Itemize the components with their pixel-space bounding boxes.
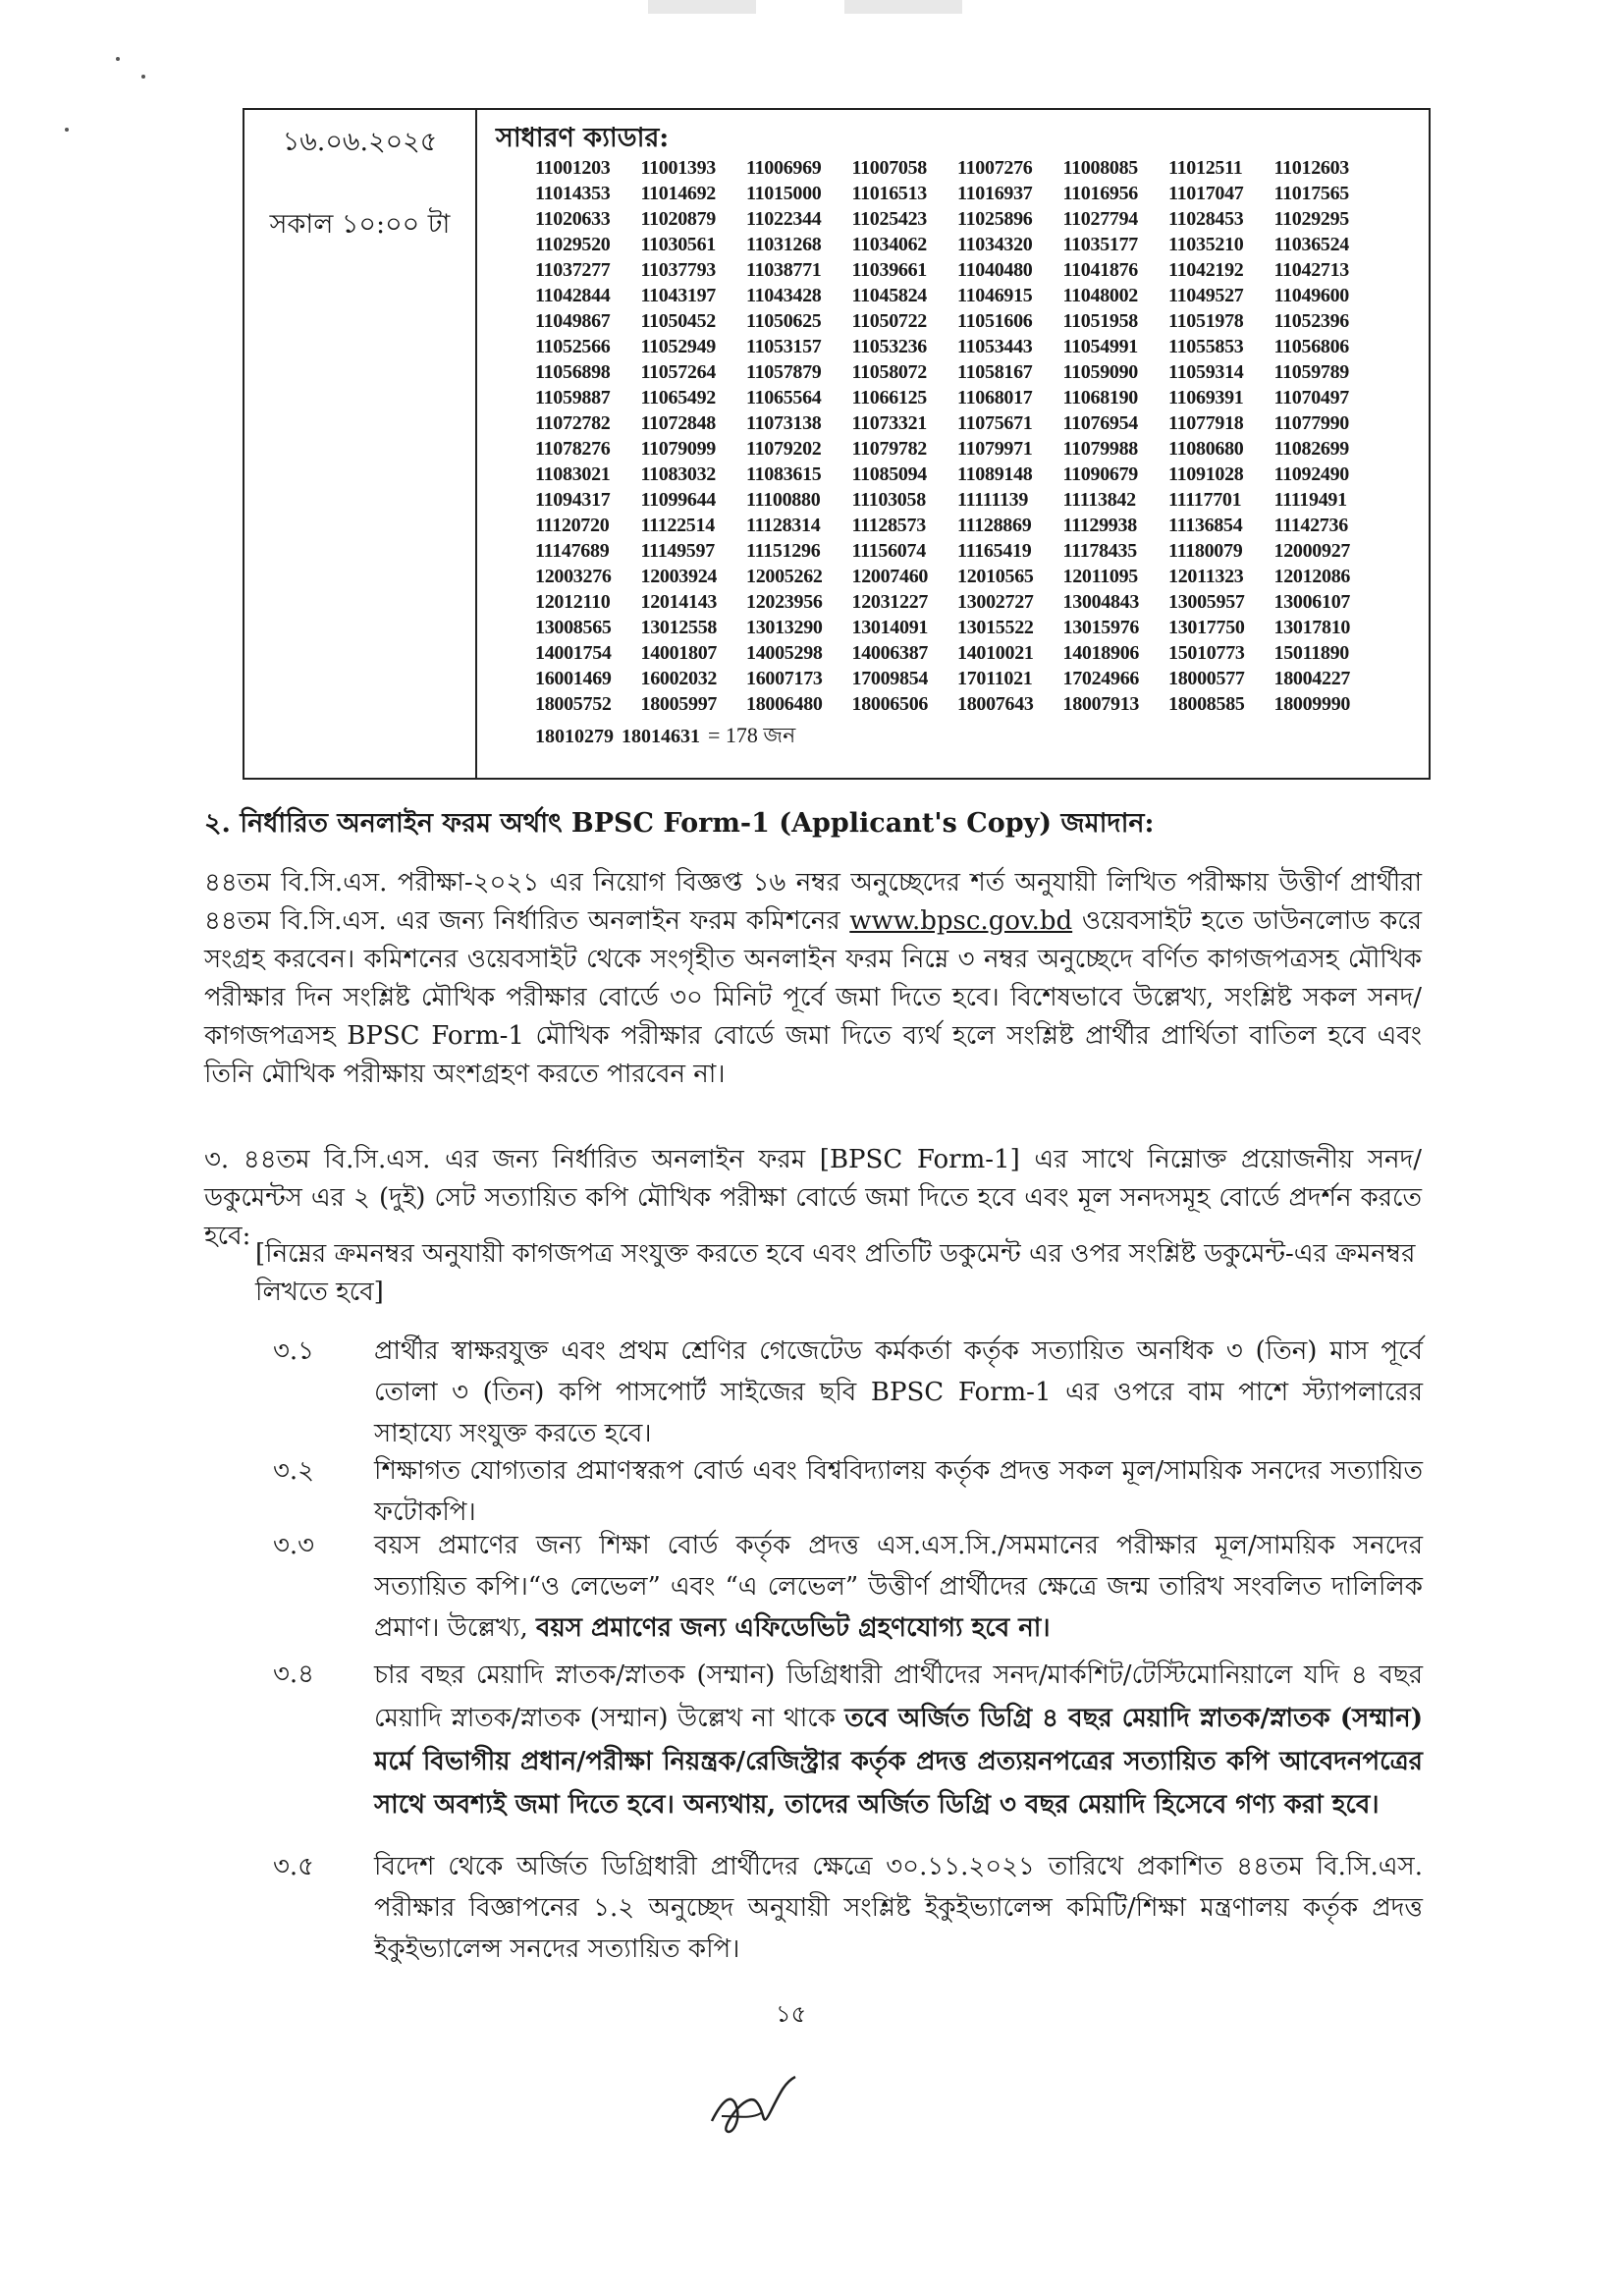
roll-number: 11040480 [957,259,1033,281]
roll-number: 11076954 [1062,412,1138,434]
roll-number: 11056806 [1273,336,1349,357]
roll-number: 13012558 [640,617,718,638]
roll-number: 11180079 [1168,540,1243,562]
roll-number: 12023956 [746,591,823,613]
scan-speck [116,57,120,61]
roll-number: 11014353 [535,183,611,204]
roll-number: 16007173 [746,668,823,689]
roll-number: 11069391 [1168,387,1244,408]
roll-number: 11041876 [1062,259,1138,281]
roll-number: 11119491 [1273,489,1347,511]
roll-number: 11059090 [1062,361,1138,383]
roll-number: 11056898 [535,361,611,383]
roll-number: 13002727 [957,591,1034,613]
roll-number: 11065564 [746,387,822,408]
roll-number: 15011890 [1273,642,1349,664]
roll-number: 14006387 [851,642,929,664]
roll-number: 18004227 [1273,668,1351,689]
section-2-heading: ২. নির্ধারিত অনলাইন ফরম অর্থাৎ BPSC Form-1 (Applicant's Copy) জমাদান: [204,808,1155,839]
scan-artifact [648,0,756,14]
roll-number: 12011323 [1168,566,1244,587]
roll-row [535,436,1419,462]
roll-number: 11073321 [851,412,927,434]
roll-number: 11015000 [746,183,822,204]
roll-number: 11043428 [746,285,822,306]
roll-number: 11075671 [957,412,1033,434]
roll-total-row [535,719,1419,752]
roll-number: 11050625 [746,310,822,332]
item-number: ৩.২ [273,1456,315,1486]
roll-number: 11020879 [640,208,716,230]
roll-row [535,487,1419,513]
item-text-bold: বয়স প্রমাণের জন্য এফিডেভিট গ্রহণযোগ্য হবে না। [536,1613,1051,1643]
roll-number: 11089148 [957,463,1033,485]
roll-number: 11079971 [957,438,1033,460]
roll-number: 18014631 [622,726,700,747]
roll-number: 11090679 [1062,463,1138,485]
roll-number: 11038771 [746,259,822,281]
roll-number: 11079988 [1062,438,1138,460]
roll-number: 11017047 [1168,183,1244,204]
roll-number: 16001469 [535,668,612,689]
roll-row [535,462,1419,487]
roll-number: 11149597 [640,540,715,562]
roll-row [535,589,1419,615]
roll-number: 17011021 [957,668,1033,689]
roll-number: 11053443 [957,336,1033,357]
roll-number: 12003924 [640,566,718,587]
roll-number: 14001807 [640,642,718,664]
roll-row [535,257,1419,283]
roll-number: 18007913 [1062,693,1140,715]
roll-number: 11066125 [851,387,927,408]
roll-number: 13008565 [535,617,612,638]
roll-number: 11058167 [957,361,1033,383]
roll-number: 11016956 [1062,183,1138,204]
roll-number: 11049600 [1273,285,1349,306]
table-divider [475,110,477,778]
roll-number: 18010279 [535,726,614,747]
roll-number: 11035210 [1168,234,1244,255]
roll-number: 14018906 [1062,642,1140,664]
roll-number: 11012603 [1273,157,1349,179]
roll-number: 11178435 [1062,540,1137,562]
section-2-text-cont: ওয়েবসাইট হতে ডাউনলোড করে সংগ্রহ করবেন। কমিশনের ওয়েবসাইট থেকে সংগৃহীত অনলাইন ফরম নিম্নে ৩ নম্বর অনুচ্ছেদে বর্ণিত কাগজপত্রসহ মৌখিক পরীক্ষার দিন সংশ্লিষ্ট মৌখিক পরীক্ষার বোর্ডে ৩০ মিনিট পূর্বে জমা দিতে হবে। বিশেষভাবে উল্লেখ্য, সংশ্লিষ্ট সকল সনদ/কাগজপত্রসহ BPSC Form-1 মৌখিক পরীক্ষার বোর্ডে জমা দিতে ব্যর্থ হলে সংশ্লিষ্ট প্রার্থীর প্রার্থিতা বাতিল হবে এবং তিনি মৌখিক পরীক্ষায় অংশগ্রহণ করতে পারবেন না। [204,906,1423,1089]
roll-number: 11147689 [535,540,610,562]
item-text: শিক্ষাগত যোগ্যতার প্রমাণস্বরূপ বোর্ড এবং বিশ্ববিদ্যালয় কর্তৃক প্রদত্ত সকল মূল/সাময়িক সনদের সত্যায়িত ফটোকপি। [374,1456,1423,1527]
roll-number: 11028453 [1168,208,1244,230]
roll-number: 12003276 [535,566,612,587]
roll-number: 11049867 [535,310,611,332]
roll-number: 11042192 [1168,259,1244,281]
roll-row [535,513,1419,538]
roll-number: 13005957 [1168,591,1245,613]
roll-number: 11083615 [746,463,822,485]
roll-number: 18007643 [957,693,1034,715]
roll-row [535,283,1419,308]
roll-number: 11111139 [957,489,1029,511]
roll-number: 18006506 [851,693,929,715]
roll-row [535,691,1419,717]
roll-number: 11080680 [1168,438,1244,460]
roll-number: 11043197 [640,285,716,306]
scan-speck [141,75,145,79]
roll-number: 11059314 [1168,361,1244,383]
roll-number: 11128314 [746,515,821,536]
roll-number: 11036524 [1273,234,1349,255]
item-text-regular: চার বছর মেয়াদি স্নাতক/স্নাতক (সম্মান) ডিগ্রিধারী প্রার্থীদের সনদ/মার্কশিট/টেস্টিমোনিয়ালে যদি ৪ বছর মেয়াদি স্নাতক/স্নাতক (সম্মান) উল্লেখ না থাকে [374,1660,1423,1733]
roll-number: 11049527 [1168,285,1244,306]
roll-number: 11042844 [535,285,611,306]
roll-number: 11008085 [1062,157,1138,179]
roll-number: 11059789 [1273,361,1349,383]
roll-row [535,232,1419,257]
item-text: বিদেশ থেকে অর্জিত ডিগ্রিধারী প্রার্থীদের ক্ষেত্রে ৩০.১১.২০২১ তারিখে প্রকাশিত ৪৪তম বি.সি.এস. পরীক্ষার বিজ্ঞাপনের ১.২ অনুচ্ছেদ অনুযায়ী সংশ্লিষ্ট ইকুইভ্যালেন্স কমিটি/শিক্ষা মন্ত্রণালয় কর্তৃক প্রদত্ত ইকুইভ্যালেন্স সনদের সত্যায়িত কপি। [374,1852,1423,1964]
roll-number: 11001203 [535,157,611,179]
roll-number: 11025896 [957,208,1033,230]
roll-number: 11057264 [640,361,716,383]
roll-number: 11082699 [1273,438,1349,460]
roll-number: 11055853 [1168,336,1244,357]
roll-number: 11050452 [640,310,716,332]
item-number: ৩.৩ [273,1531,315,1560]
roll-row [535,385,1419,410]
roll-number: 11037277 [535,259,611,281]
roll-number: 13014091 [851,617,929,638]
roll-number: 11053236 [851,336,927,357]
roll-number: 11052396 [1273,310,1349,332]
roll-number: 11070497 [1273,387,1349,408]
roll-number: 11128573 [851,515,926,536]
roll-number: 12011095 [1062,566,1138,587]
roll-number: 11007276 [957,157,1033,179]
schedule-table [243,108,1431,780]
roll-row [535,334,1419,359]
roll-number: 11030561 [640,234,716,255]
roll-number: 14010021 [957,642,1034,664]
roll-number: 11029520 [535,234,611,255]
roll-number: 11027794 [1062,208,1138,230]
roll-number: 12014143 [640,591,718,613]
roll-number: 11022344 [746,208,822,230]
item-number: ৩.১ [273,1336,315,1366]
roll-number-grid [535,155,1419,752]
roll-row [535,666,1419,691]
item-text: প্রার্থীর স্বাক্ষরযুক্ত এবং প্রথম শ্রেণির গেজেটেড কর্মকর্তা কর্তৃক সত্যায়িত অনধিক ৩ (তিন) মাস পূর্বে তোলা ৩ (তিন) কপি পাসপোর্ট সাইজের ছবি BPSC Form-1 এর ওপরে বাম পাশে স্ট্যাপলারের সাহায্যে সংযুক্ত করতে হবে। [374,1336,1423,1448]
roll-number: 11057879 [746,361,822,383]
roll-number: 18000577 [1168,668,1245,689]
section-2-text: ৪৪তম বি.সি.এস. পরীক্ষা-২০২১ এর নিয়োগ বিজ্ঞপ্ত ১৬ নম্বর অনুচ্ছেদের শর্ত অনুযায়ী লিখিত পরীক্ষায় উত্তীর্ণ প্রার্থীরা ৪৪তম বি.সি.এস. এর জন্য নির্ধারিত অনলাইন ফরম কমিশনের [204,868,1422,936]
roll-number: 13015522 [957,617,1034,638]
roll-number: 14001754 [535,642,612,664]
roll-number: 11091028 [1168,463,1244,485]
roll-number: 11050722 [851,310,927,332]
roll-number: 11128869 [957,515,1032,536]
roll-number: 11072848 [640,412,716,434]
signature-icon [702,2062,800,2150]
roll-number: 11079099 [640,438,716,460]
roll-number: 13017810 [1273,617,1351,638]
roll-number: 18008585 [1168,693,1245,715]
roll-number: 11017565 [1273,183,1349,204]
roll-number: 11156074 [851,540,926,562]
roll-number: 11051606 [957,310,1033,332]
roll-number: 11006969 [746,157,822,179]
roll-number: 11083021 [535,463,611,485]
item-text [374,1654,1423,1826]
roll-number: 11037793 [640,259,716,281]
roll-row [535,564,1419,589]
roll-number: 11046915 [957,285,1033,306]
roll-number: 11092490 [1273,463,1349,485]
roll-number: 11068017 [957,387,1033,408]
roll-number: 12012110 [535,591,611,613]
roll-number: 11079202 [746,438,822,460]
roll-number: 11100880 [746,489,821,511]
roll-number: 16002032 [640,668,718,689]
roll-number: 11117701 [1168,489,1242,511]
roll-number: 12012086 [1273,566,1351,587]
roll-number: 11035177 [1062,234,1138,255]
roll-number: 11052566 [535,336,611,357]
roll-number: 11094317 [535,489,611,511]
section-3-note: [নিম্নের ক্রমনম্বর অনুযায়ী কাগজপত্র সংযুক্ত করতে হবে এবং প্রতিটি ডকুমেন্ট এর ওপর সংশ্লিষ্ট ডকুমেন্ট-এর ক্রমনম্বর লিখতে হবে] [255,1239,1416,1307]
roll-number: 11083032 [640,463,716,485]
roll-number: 11020633 [535,208,611,230]
roll-number: 13015976 [1062,617,1140,638]
roll-number: 11014692 [640,183,716,204]
roll-number: 11053157 [746,336,822,357]
scan-speck [65,128,69,132]
roll-number: 18009990 [1273,693,1351,715]
roll-number: 13017750 [1168,617,1245,638]
roll-number: 11068190 [1062,387,1138,408]
roll-number: 18005997 [640,693,718,715]
roll-number: 12005262 [746,566,823,587]
roll-number: 11085094 [851,463,927,485]
roll-number: 11065492 [640,387,716,408]
total-count: = 178 জন [708,723,796,747]
item-text-bold: তবে অর্জিত ডিগ্রি ৪ বছর মেয়াদি স্নাতক/স্নাতক (সম্মান) মর্মে বিভাগীয় প্রধান/পরীক্ষা নিয়ন্ত্রক/রেজিস্ট্রার কর্তৃক প্রদত্ত প্রত্যয়নপত্রের সত্যায়িত কপি আবেদনপত্রের সাথে অবশ্যই জমা দিতে হবে। অন্যথায়, তাদের অর্জিত ডিগ্রি ৩ বছর মেয়াদি হিসেবে গণ্য করা হবে। [374,1704,1424,1820]
roll-number: 11039661 [851,259,927,281]
item-text-regular: বয়স প্রমাণের জন্য শিক্ষা বোর্ড কর্তৃক প্রদত্ত এস.এস.সি./সমমানের পরীক্ষার মূল/সাময়িক সনদের সত্যায়িত কপি।“ও লেভেল” এবং “এ লেভেল” উত্তীর্ণ প্রার্থীদের ক্ষেত্রে জন্ম তারিখ সংবলিত দালিলিক প্রমাণ। উল্লেখ্য, [374,1531,1423,1643]
roll-number: 11077918 [1168,412,1244,434]
roll-row [535,308,1419,334]
roll-number: 11151296 [746,540,821,562]
roll-row [535,615,1419,640]
roll-number: 13013290 [746,617,823,638]
page-number: ১৫ [776,2000,807,2028]
roll-number: 11025423 [851,208,927,230]
roll-number: 11016937 [957,183,1033,204]
section-3-intro: ৩. ৪৪তম বি.সি.এস. এর জন্য নির্ধারিত অনলাইন ফরম [BPSC Form-1] এর সাথে নিম্নোক্ত প্রয়োজনীয় সনদ/ডকুমেন্টস এর ২ (দুই) সেট সত্যায়িত কপি মৌখিক পরীক্ষা বোর্ডে জমা দিতে হবে এবং মূল সনদসমূহ বোর্ডে প্রদর্শন করতে হবে: [204,1145,1422,1251]
roll-number: 11136854 [1168,515,1243,536]
roll-number: 11051978 [1168,310,1244,332]
roll-number: 15010773 [1168,642,1245,664]
roll-number: 12000927 [1273,540,1351,562]
roll-number: 11007058 [851,157,927,179]
roll-number: 18006480 [746,693,823,715]
item-number: ৩.৪ [273,1660,315,1689]
roll-number: 12010565 [957,566,1034,587]
roll-number: 11048002 [1062,285,1138,306]
roll-number: 11165419 [957,540,1032,562]
roll-number: 11113842 [1062,489,1136,511]
roll-number: 11016513 [851,183,927,204]
roll-number: 11045824 [851,285,927,306]
roll-number: 11103058 [851,489,926,511]
roll-number: 17024966 [1062,668,1140,689]
roll-number: 18005752 [535,693,612,715]
roll-row [535,359,1419,385]
roll-number: 11078276 [535,438,611,460]
item-text [374,1525,1423,1649]
roll-number: 12031227 [851,591,929,613]
roll-number: 11012511 [1168,157,1243,179]
exam-date: ১৬.০৬.২০২৫ [282,127,438,157]
roll-number: 11054991 [1062,336,1138,357]
roll-number: 11120720 [535,515,610,536]
roll-number: 11052949 [640,336,716,357]
item-number: ৩.৫ [273,1852,315,1881]
roll-number: 14005298 [746,642,823,664]
exam-time: সকাল ১০:০০ টা [269,209,451,240]
roll-row [535,538,1419,564]
roll-number: 11058072 [851,361,927,383]
roll-number: 11051958 [1062,310,1138,332]
roll-number: 11073138 [746,412,822,434]
roll-number: 11034062 [851,234,927,255]
roll-number: 11077990 [1273,412,1349,434]
roll-number: 11001393 [640,157,716,179]
roll-row [535,640,1419,666]
roll-number: 11129938 [1062,515,1137,536]
roll-number: 11099644 [640,489,716,511]
roll-row [535,155,1419,181]
roll-number: 13004843 [1062,591,1140,613]
roll-row [535,206,1419,232]
scan-artifact [844,0,962,14]
roll-number: 11029295 [1273,208,1349,230]
roll-number: 11142736 [1273,515,1348,536]
roll-number: 11122514 [640,515,715,536]
roll-number: 11072782 [535,412,611,434]
roll-number: 11079782 [851,438,927,460]
roll-number: 17009854 [851,668,929,689]
cadre-title: সাধারণ ক্যাডার: [496,123,670,153]
roll-number: 12007460 [851,566,929,587]
roll-number: 13006107 [1273,591,1351,613]
bpsc-website-link[interactable]: www.bpsc.gov.bd [849,906,1073,936]
roll-row [535,410,1419,436]
section-2-body [204,864,1422,1094]
roll-number: 11042713 [1273,259,1349,281]
roll-row [535,181,1419,206]
roll-number: 11059887 [535,387,611,408]
roll-number: 11034320 [957,234,1033,255]
roll-number: 11031268 [746,234,822,255]
